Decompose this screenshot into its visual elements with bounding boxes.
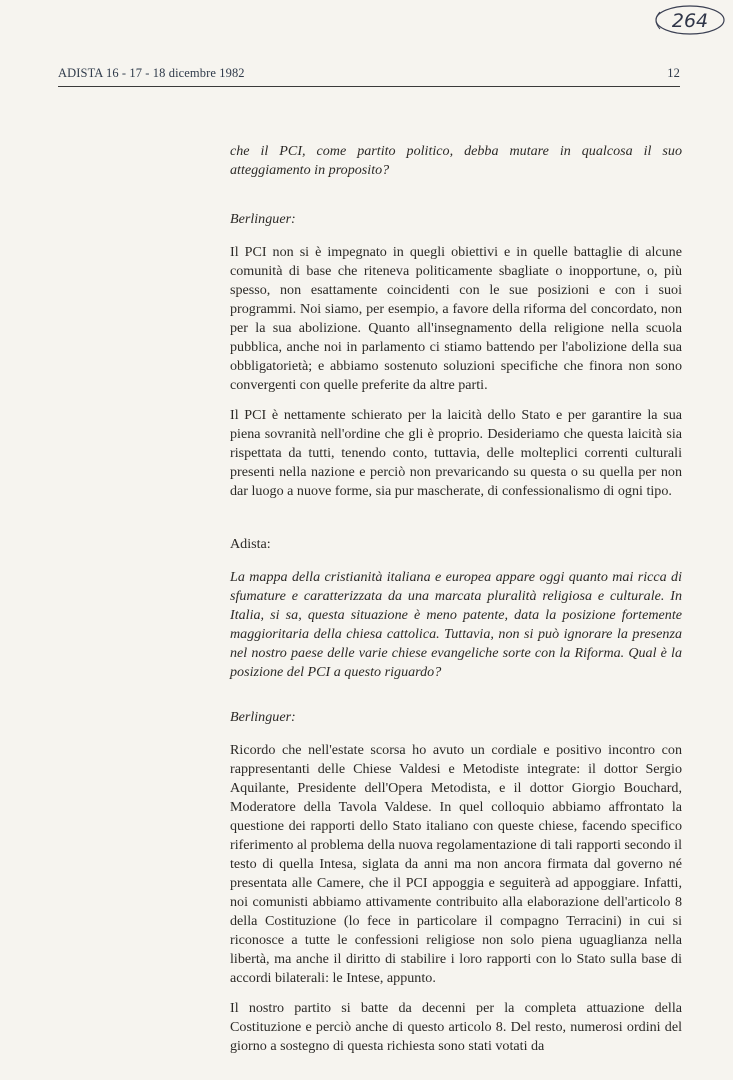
- page-number: 12: [667, 66, 680, 80]
- publication-title: ADISTA 16 - 17 - 18 dicembre 1982: [58, 66, 245, 80]
- answer-paragraph: Il PCI non si è impegnato in quegli obiettivi e in quelle battaglie di alcune comunità di base che riteneva politicamente sbagliate o inopportune, o, più spesso, non esattamente coincidenti con le sue posizioni e con i suoi programmi. Noi siamo, per esempio, a favore della riforma del concordato, non per la sua abolizione. Quanto all'insegnamento della religione nella scuola pubblica, anche noi in parlamento ci stiamo battendo per l'abolizione della sua obbligatorietà; e abbiamo sostenuto soluzioni specifiche che finora non sono convergenti con quelle preferite da altre parti.: [230, 244, 682, 393]
- answer-paragraph: Il nostro partito si batte da decenni per la completa attuazione della Costituzione e perciò anche di questo articolo 8. Del resto, numerosi ordini del giorno a sostegno di questa richiesta sono stati votati da: [230, 1000, 682, 1054]
- header-divider: [58, 86, 680, 87]
- stamp-number: 264: [671, 10, 709, 32]
- question-paragraph: La mappa della cristianità italiana e europea appare oggi quanto mai ricca di sfumature e caratterizzata da una marcata pluralità religiosa e culturale. In Italia, si sa, questa situazione è meno patente, data la posizione fortemente maggioritaria della chiesa cattolica. Tuttavia, non si può ignorare la presenza nel nostro paese delle varie chiese evangeliche sorte con la Riforma. Qual è la posizione del PCI a questo riguardo?: [230, 569, 682, 680]
- answer-paragraph: Ricordo che nell'estate scorsa ho avuto un cordiale e positivo incontro con rappresentanti delle Chiese Valdesi e Metodiste integrate: il dottor Sergio Aquilante, Presidente dell'Opera Metodista, e il dottor Giorgio Bouchard, Moderatore della Tavola Valdese. In quel colloquio abbiamo affrontato la questione dei rapporti dello Stato italiano con queste chiese, facendo specifico riferimento al problema della nuova regolamentazione di tali rapporti secondo il testo di quella Intesa, siglata da anni ma non ancora firmata dal governo né presentata alle Camere, che il PCI appoggia e seguiterà ad appoggiare. Infatti, noi comunisti abbiamo attivamente contribuito alla elaborazione dell'articolo 8 della Costituzione (lo fece in particolare il compagno Terracini) in cui si riconosce a tutte le confessioni religiose non solo piena uguaglianza nella libertà, ma anche il diritto di stabilire i loro rapporti con lo Stato sulla base di accordi bilaterali: le Intese, appunto.: [230, 742, 682, 986]
- interview-text: [230, 142, 682, 1056]
- speaker-label: Adista:: [230, 536, 271, 552]
- archive-number-stamp: [648, 2, 728, 38]
- question-continuation: che il PCI, come partito politico, debba mutare in qualcosa il suo atteggiamento in proposito?: [230, 143, 682, 178]
- speaker-label: Berlinguer:: [230, 211, 296, 227]
- speaker-label: Berlinguer:: [230, 709, 296, 725]
- answer-paragraph: Il PCI è nettamente schierato per la laicità dello Stato e per garantire la sua piena sovranità nell'ordine che gli è proprio. Desideriamo che questa laicità sia rispettata da tutti, tenendo conto, tuttavia, delle molteplici correnti culturali presenti nella nazione e perciò non prevaricando su questa o su quella per non dar luogo a nuove forme, sia pur mascherate, di confessionalismo di ogni tipo.: [230, 407, 682, 499]
